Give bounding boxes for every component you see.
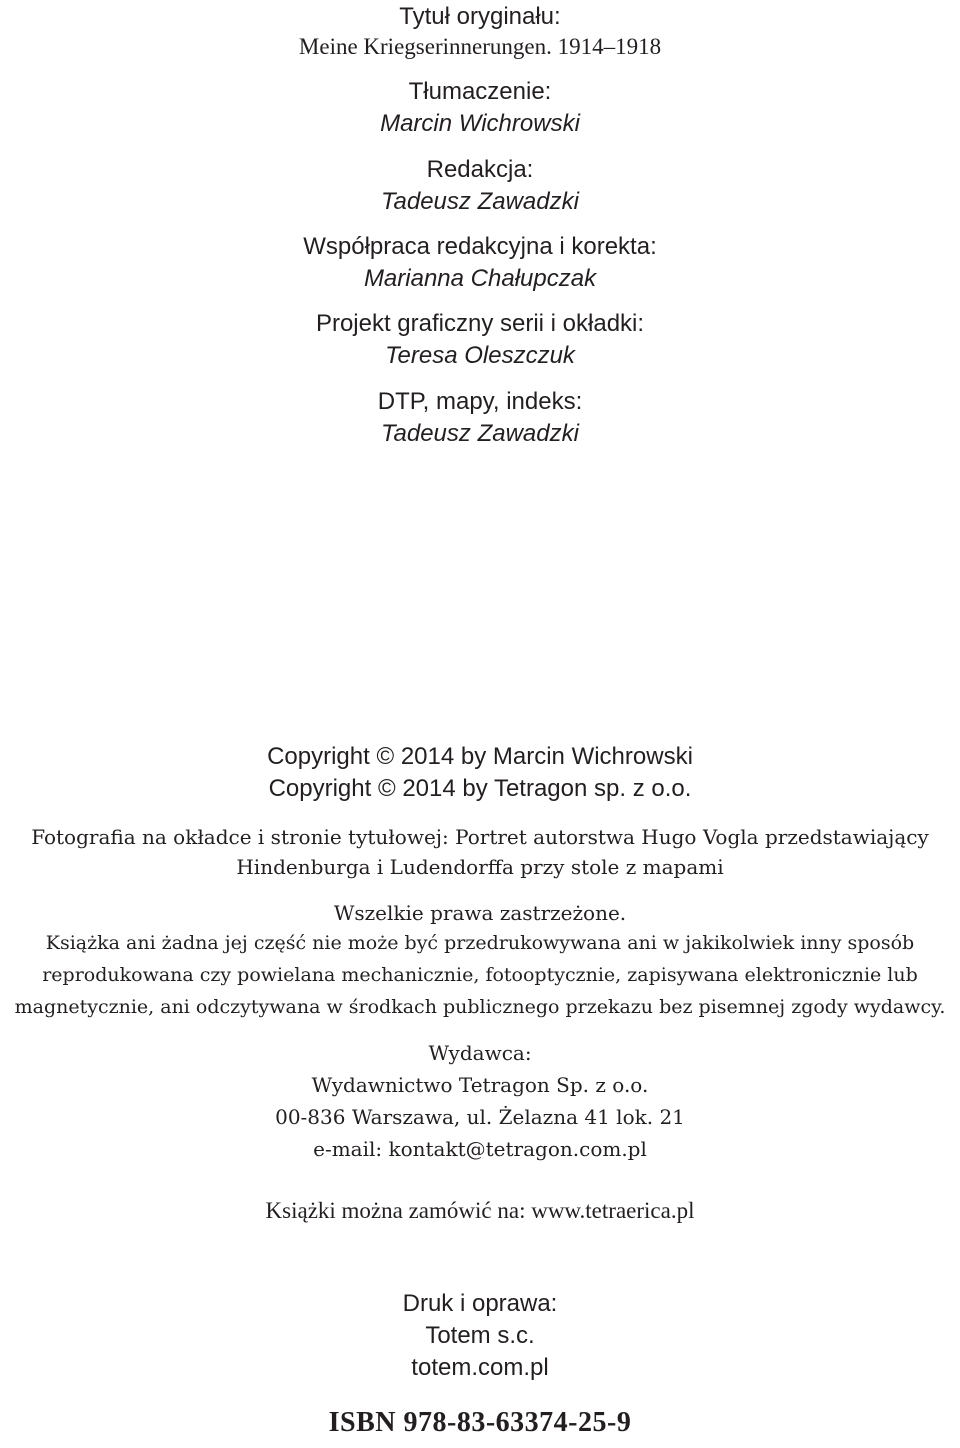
dtp-label: DTP, mapy, indeks: [377, 388, 583, 415]
design-name: Teresa Oleszczuk [385, 342, 575, 369]
editor-name: Tadeusz Zawadzki [381, 188, 579, 215]
original-title-italic: Meine Kriegserinnerungen. [298, 34, 552, 59]
rights-line-1: Książka ani żadna jej część nie może być przedrukowywana ani w jakikolwiek inny sposób [45, 932, 915, 954]
proofreading-name: Marianna Chałupczak [363, 265, 597, 292]
design-label: Projekt graficzny serii i okładki: [315, 310, 645, 337]
rights-line-3: magnetycznie, ani odczytywana w środkach publicznego przekazu bez pisemnej zgody wydawcy. [14, 996, 946, 1018]
rights-heading: Wszelkie prawa zastrzeżone. [333, 901, 627, 925]
proofreading-label: Współpraca redakcyjna i korekta: [303, 233, 657, 260]
translator-name: Marcin Wichrowski [380, 110, 580, 137]
original-title-label: Tytuł oryginału: [399, 3, 561, 30]
printing-site: totem.com.pl [411, 1354, 549, 1381]
translator-label: Tłumaczenie: [408, 78, 552, 105]
original-title-value [0, 32, 960, 62]
cover-photo-line-2: Hindenburga i Ludendorffa przy stole z mapami [236, 855, 724, 879]
publisher-label: Wydawca: [428, 1041, 532, 1065]
publisher-name: Wydawnictwo Tetragon Sp. z o.o. [311, 1073, 649, 1097]
rights-line-2: reprodukowana czy powielana mechanicznie, fotooptycznie, zapisywana elektronicznie lub [42, 964, 918, 986]
printing-name: Totem s.c. [425, 1322, 535, 1349]
dtp-name: Tadeusz Zawadzki [381, 420, 579, 447]
publisher-address: 00-836 Warszawa, ul. Żelazna 41 lok. 21 [275, 1105, 685, 1129]
isbn: ISBN 978-83-63374-25-9 [328, 1407, 632, 1438]
copyright-line-2: Copyright © 2014 by Tetragon sp. z o.o. [268, 775, 692, 802]
original-title-years: 1914–1918 [557, 34, 662, 59]
printing-label: Druk i oprawa: [402, 1290, 558, 1317]
publisher-email: e-mail: kontakt@tetragon.com.pl [313, 1137, 647, 1161]
cover-photo-line-1: Fotografia na okładce i stronie tytułowej: Portret autorstwa Hugo Vogla przedstawiający [31, 825, 929, 849]
copyright-line-1: Copyright © 2014 by Marcin Wichrowski [267, 743, 693, 770]
order-line: Książki można zamówić na: www.tetraerica.pl [265, 1198, 695, 1223]
editor-label: Redakcja: [426, 156, 534, 183]
